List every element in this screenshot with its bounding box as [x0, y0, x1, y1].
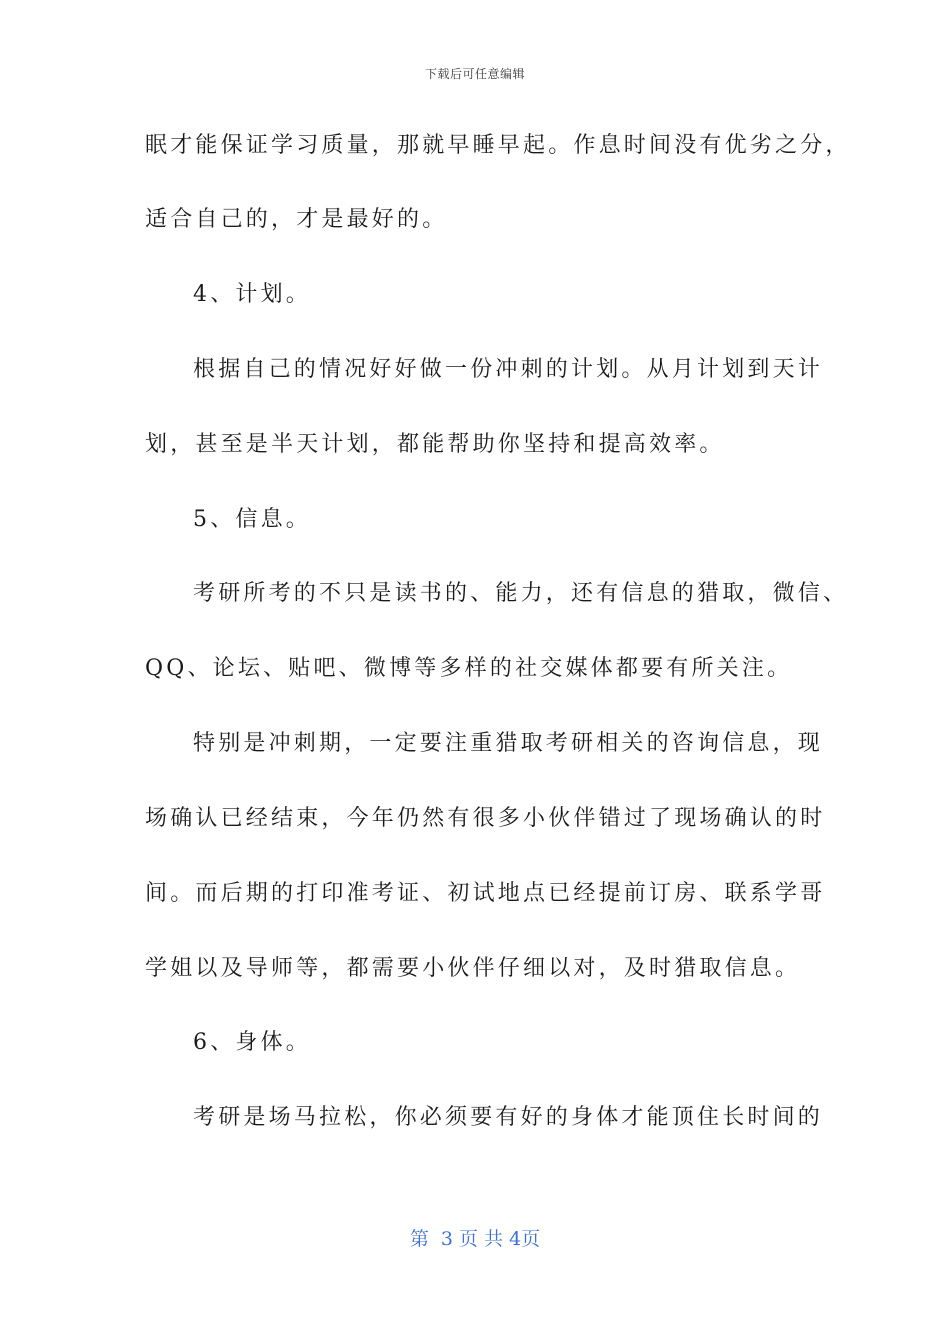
paragraph-line: 划，甚至是半天计划，都能帮助你坚持和提高效率。	[145, 432, 725, 457]
section-heading-body: 6、身体。	[193, 1030, 311, 1055]
paragraph-line: 考研是场马拉松，你必须要有好的身体才能顶住长时间的	[193, 1105, 824, 1130]
page-header: 下载后可任意编辑	[424, 67, 525, 81]
page-number-footer: 第 3 页 共 4页	[409, 1228, 541, 1250]
paragraph-line: 间。而后期的打印准考证、初试地点已经提前订房、联系学哥	[145, 881, 826, 906]
paragraph-line: 特别是冲刺期，一定要注重猎取考研相关的咨询信息，现	[193, 731, 824, 756]
section-heading-plan: 4、计划。	[193, 282, 311, 307]
section-heading-info: 5、信息。	[193, 507, 311, 532]
paragraph-line: QQ、论坛、贴吧、微博等多样的社交媒体都要有所关注。	[145, 656, 793, 681]
paragraph-line: 考研所考的不只是读书的、能力，还有信息的猎取，微信、	[193, 581, 849, 606]
paragraph-line: 适合自己的，才是最好的。	[145, 207, 448, 232]
paragraph-line: 眠才能保证学习质量，那就早睡早起。作息时间没有优劣之分，	[145, 133, 851, 158]
paragraph-line: 学姐以及导师等，都需要小伙伴仔细以对，及时猎取信息。	[145, 956, 801, 981]
paragraph-line: 场确认已经结束，今年仍然有很多小伙伴错过了现场确认的时	[145, 806, 826, 831]
paragraph-line: 根据自己的情况好好做一份冲刺的计划。从月计划到天计	[193, 357, 824, 382]
